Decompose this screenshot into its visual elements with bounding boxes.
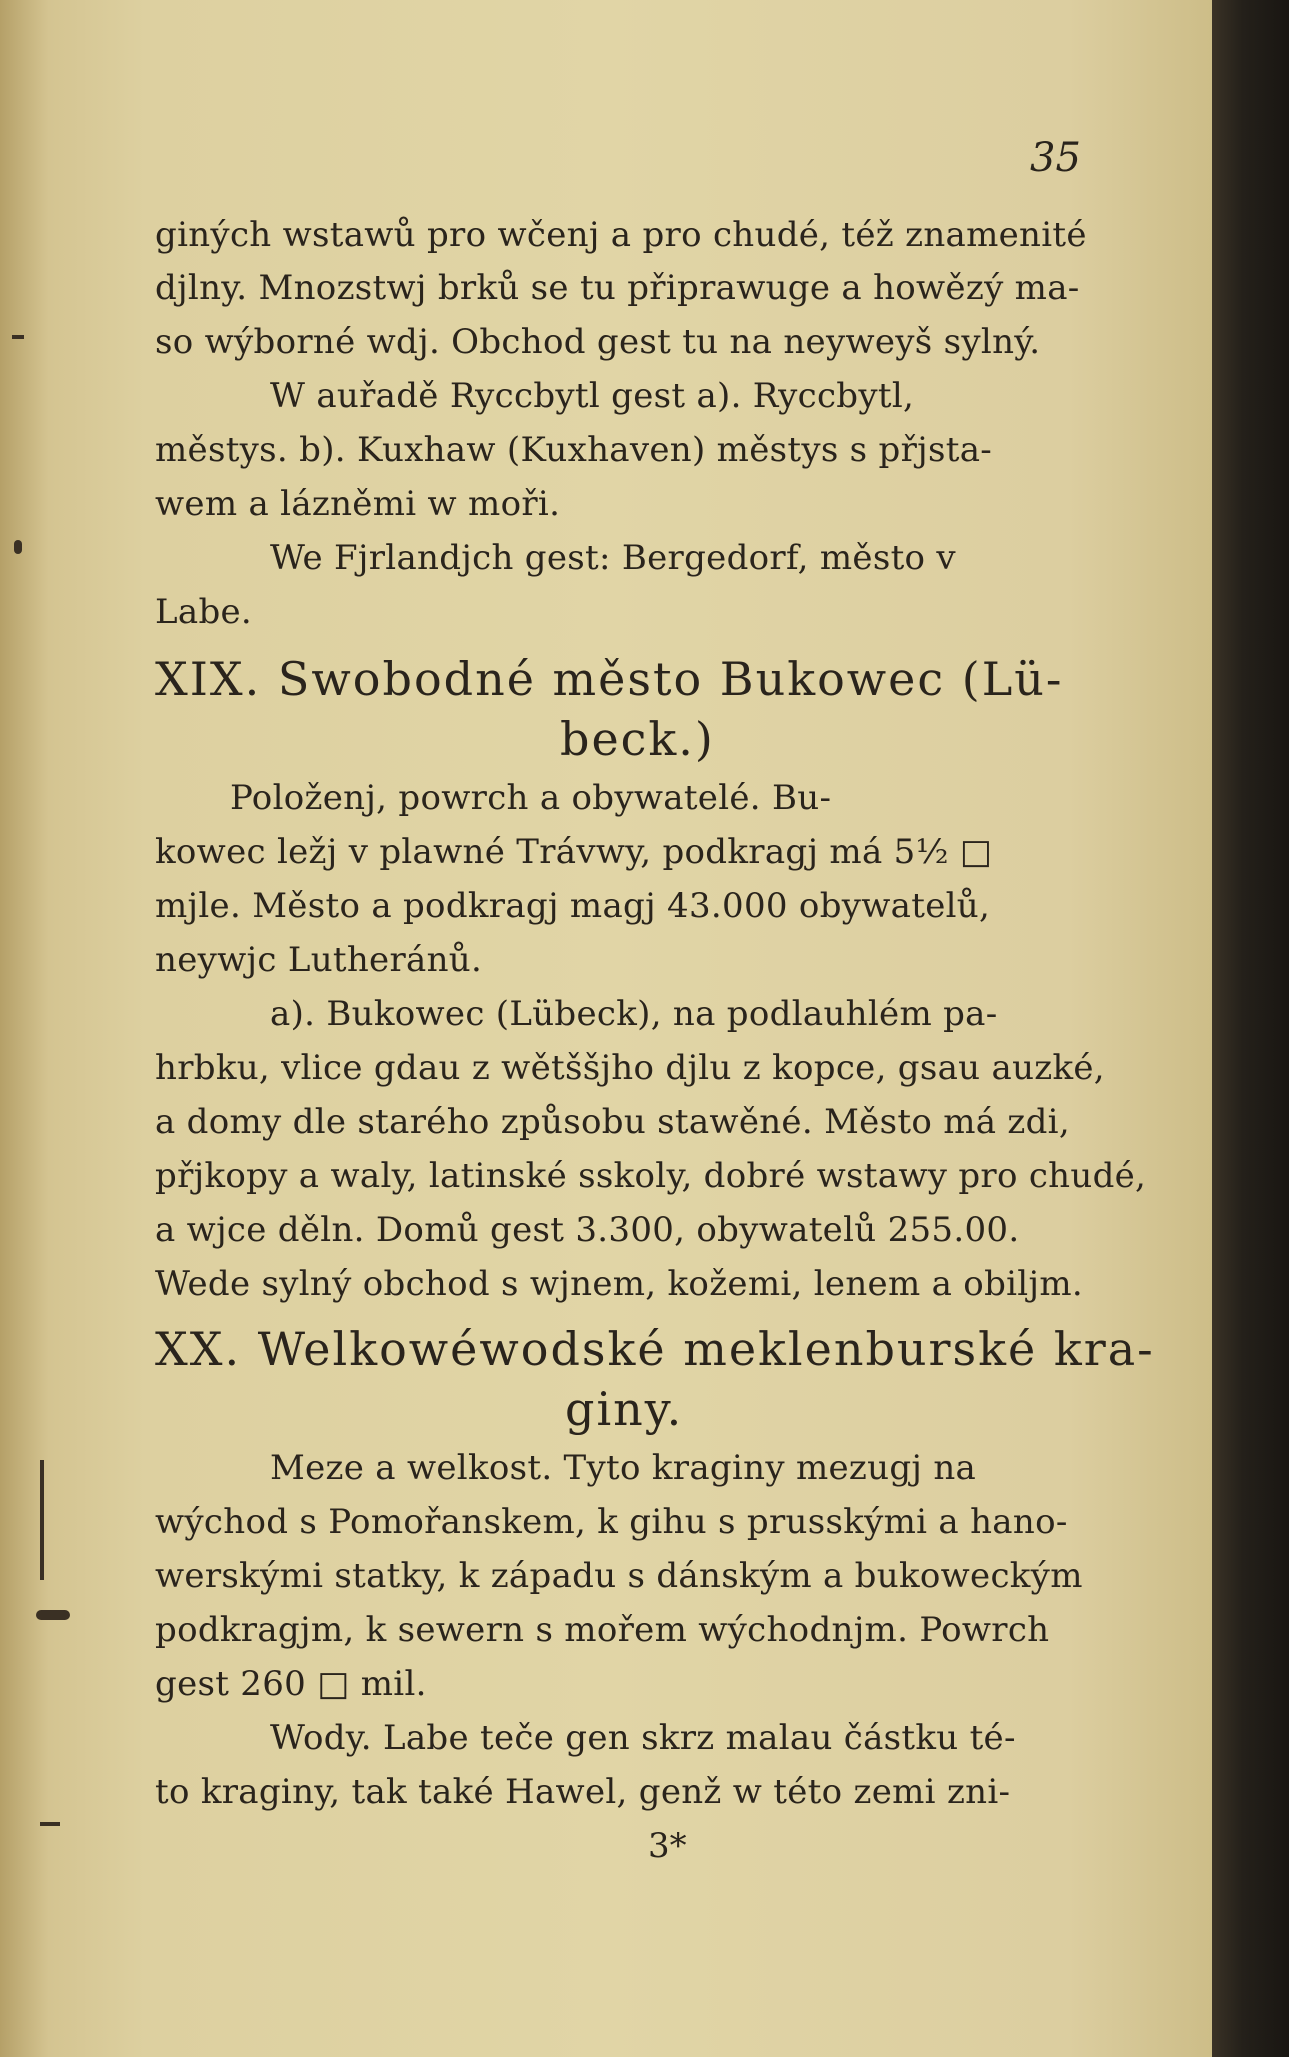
section-heading: XIX. Swobodné město Bukowec (Lü- <box>155 652 1064 706</box>
margin-mark <box>36 1610 70 1620</box>
text-line: mjle. Město a podkragj magj 43.000 obywatelů, <box>155 886 991 926</box>
margin-mark <box>14 540 22 554</box>
text-line: hrbku, vlice gdau z wětššjho djlu z kopce, gsau auzké, <box>155 1048 1105 1088</box>
text-line: podkragjm, k sewern s mořem wýchodnjm. Powrch <box>155 1610 1050 1650</box>
margin-mark <box>12 335 24 339</box>
section-heading: giny. <box>565 1382 684 1436</box>
text-line: přjkopy a waly, latinské sskoly, dobré wstawy pro chudé, <box>155 1156 1147 1196</box>
section-heading: beck.) <box>560 712 715 766</box>
text-line: giných wstawů pro wčenj a pro chudé, též znamenité <box>155 215 1087 255</box>
text-line: We Fjrlandjch gest: Bergedorf, město v <box>270 538 956 578</box>
text-line: werskými statky, k západu s dánským a bukoweckým <box>155 1556 1083 1596</box>
margin-mark <box>40 1822 60 1826</box>
text-line: W auřadě Ryccbytl gest a). Ryccbytl, <box>270 376 915 416</box>
margin-mark <box>40 1460 44 1580</box>
text-line: djlny. Mnozstwj brků se tu připrawuge a howězý ma- <box>155 268 1080 308</box>
text-line: Meze a welkost. Tyto kraginy mezugj na <box>270 1448 977 1488</box>
text-line: kowec ležj v plawné Trávwy, podkragj má 5½ □ <box>155 832 993 872</box>
text-line: wem a lázněmi w moři. <box>155 484 561 524</box>
text-line: neywjc Lutheránů. <box>155 940 483 980</box>
text-line: a). Bukowec (Lübeck), na podlauhlém pa- <box>270 994 998 1034</box>
text-line: to kraginy, tak také Hawel, genž w této zemi zni- <box>155 1772 1011 1812</box>
text-line: so wýborné wdj. Obchod gest tu na neyweyš sylný. <box>155 322 1041 362</box>
text-line: Položenj, powrch a obywatelé. Bu- <box>230 778 832 818</box>
text-line: městys. b). Kuxhaw (Kuxhaven) městys s přjsta- <box>155 430 993 470</box>
text-line: Wody. Labe teče gen skrz malau částku té- <box>270 1718 1016 1758</box>
catchword: 3* <box>648 1826 687 1866</box>
book-edge <box>1212 0 1289 2057</box>
page-number: 35 <box>1030 135 1081 181</box>
text-line: wýchod s Pomořanskem, k gihu s prusskými a hano- <box>155 1502 1068 1542</box>
text-line: gest 260 □ mil. <box>155 1664 427 1704</box>
text-line: a domy dle starého způsobu stawěné. Město má zdi, <box>155 1102 1070 1142</box>
text-line: a wjce děln. Domů gest 3.300, obywatelů 255.00. <box>155 1210 1020 1250</box>
text-line: Labe. <box>155 592 253 632</box>
text-line: Wede sylný obchod s wjnem, kožemi, lenem a obiljm. <box>155 1264 1083 1304</box>
section-heading: XX. Welkowéwodské meklenburské kra- <box>155 1322 1155 1376</box>
